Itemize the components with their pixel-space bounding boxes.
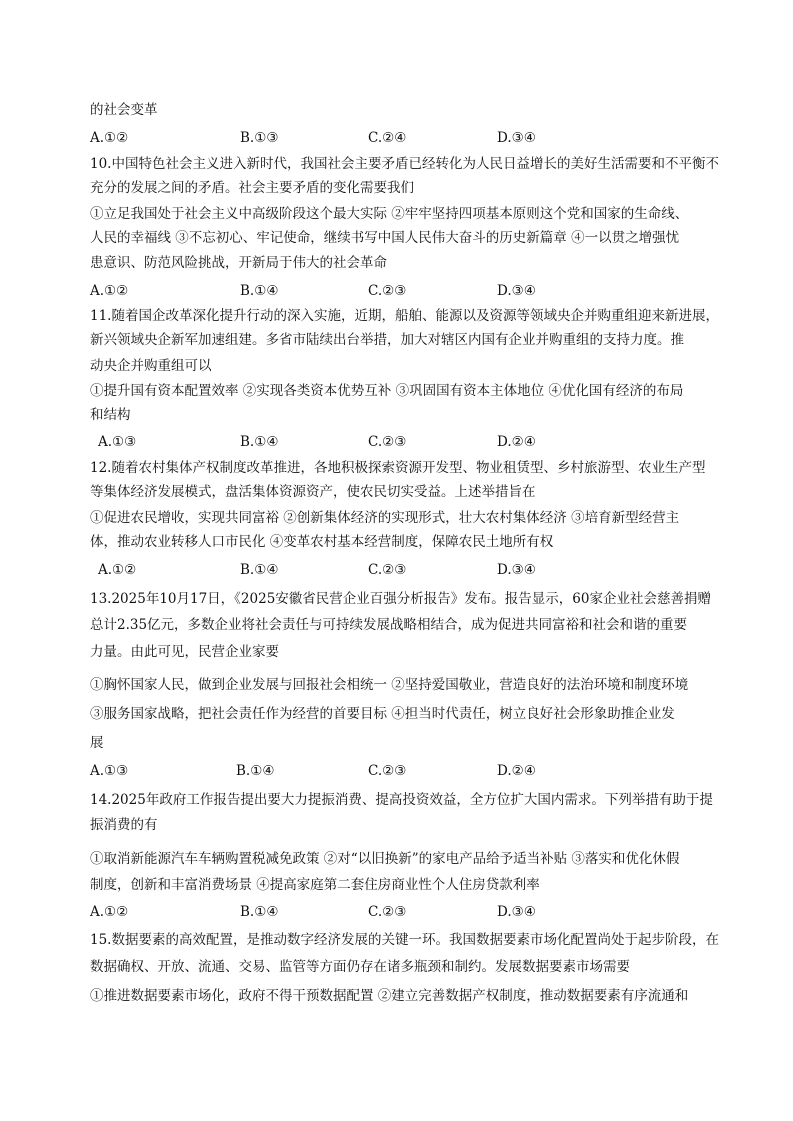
q13-stem-line: 13.2025年10月17日，《2025安徽省民营企业百强分析报告》发布。报告显示，60家企业社会慈善捐赠 — [90, 591, 711, 607]
q9-option-a: A.①② — [90, 130, 129, 146]
q15-stem-line: 数据确权、开放、流通、交易、监管等方面仍存在诸多瓶颈和制约。发展数据要素市场需要 — [90, 959, 630, 975]
q12-option-c: C.②③ — [368, 562, 407, 578]
q9-option-c: C.②④ — [368, 130, 407, 146]
q12-option-a: A.①② — [98, 562, 137, 578]
q13-option-a: A.①③ — [90, 763, 129, 779]
q10-option-c: C.②③ — [368, 283, 407, 299]
q13-option-d: D.②④ — [497, 763, 536, 779]
q14-option-c: C.②③ — [368, 904, 407, 920]
q14-stem-line: 振消费的有 — [90, 817, 158, 833]
q11-option-b: B.①④ — [240, 434, 279, 450]
q11-stem-line: 动央企并购重组可以 — [90, 358, 212, 374]
q10-option-b: B.①④ — [240, 283, 279, 299]
q13-statement-line: 展 — [90, 735, 104, 751]
q13-statement-line: ③服务国家战略，把社会责任作为经营的首要目标 ④担当时代责任，树立良好社会形象助推企业发 — [90, 706, 675, 722]
q12-stem-line: 等集体经济发展模式，盘活集体资源资产，使农民切实受益。上述举措旨在 — [90, 484, 536, 500]
q14-statement-line: ①取消新能源汽车车辆购置税减免政策 ②对“以旧换新”的家电产品给予适当补贴 ③落实和优化休假 — [90, 851, 680, 867]
q12-statement-line: ①促进农民增收，实现共同富裕 ②创新集体经济的实现形式，壮大农村集体经济 ③培育新型经营主 — [90, 510, 680, 526]
q15-stem-line: 15.数据要素的高效配置，是推动数字经济发展的关键一环。我国数据要素市场化配置尚处于起步阶段，在 — [90, 932, 719, 948]
q11-statement-line: ①提升国有资本配置效率 ②实现各类资本优势互补 ③巩固国有资本主体地位 ④优化国有经济的布局 — [90, 383, 684, 399]
q10-statement-line: 人民的幸福线 ③不忘初心、牢记使命，继续书写中国人民伟大奋斗的历史新篇章 ④一以贯之增强忧 — [90, 230, 680, 246]
q11-option-c: C.②③ — [368, 434, 407, 450]
q11-option-d: D.②④ — [497, 434, 536, 450]
q11-option-a: A.①③ — [98, 434, 137, 450]
q13-stem-line: 总计2.35亿元，多数企业将社会责任与可持续发展战略相结合，成为促进共同富裕和社会和谐的重要 — [90, 617, 688, 633]
q13-stem-line: 力量。由此可见，民营企业家要 — [90, 644, 279, 660]
q9-option-b: B.①③ — [240, 130, 279, 146]
q10-option-a: A.①② — [90, 283, 129, 299]
q10-statement-line: ①立足我国处于社会主义中高级阶段这个最大实际 ②牢牢坚持四项基本原则这个党和国家的生命线、 — [90, 206, 689, 222]
q9-continuation: 的社会变革 — [90, 102, 158, 118]
q12-option-b: B.①④ — [240, 562, 279, 578]
q13-statement-line: ①胸怀国家人民，做到企业发展与回报社会相统一 ②坚持爱国敬业，营造良好的法治环境和制度环境 — [90, 677, 689, 693]
q14-option-a: A.①② — [90, 904, 129, 920]
q11-statement-line: 和结构 — [90, 407, 131, 423]
q10-statement-line: 患意识、防范风险挑战，开新局于伟大的社会革命 — [90, 255, 387, 271]
q15-statement-line: ①推进数据要素市场化，政府不得干预数据配置 ②建立完善数据产权制度，推动数据要素有序流通和 — [90, 988, 689, 1004]
q9-option-d: D.③④ — [497, 130, 536, 146]
q13-option-c: C.②③ — [368, 763, 407, 779]
q10-stem-line: 充分的发展之间的矛盾。社会主要矛盾的变化需要我们 — [90, 180, 414, 196]
q14-option-b: B.①④ — [240, 904, 279, 920]
q11-stem-line: 新兴领域央企新军加速组建。多省市陆续出台举措，加大对辖区内国有企业并购重组的支持力度。推 — [90, 332, 684, 348]
q14-stem-line: 14.2025年政府工作报告提出要大力提振消费、提高投资效益，全方位扩大国内需求。下列举措有助于提 — [90, 792, 713, 808]
q10-stem-line: 10.中国特色社会主义进入新时代，我国社会主要矛盾已经转化为人民日益增长的美好生活需要和不平衡不 — [90, 156, 719, 172]
q14-option-d: D.③④ — [497, 904, 536, 920]
q10-option-d: D.③④ — [497, 283, 536, 299]
q12-option-d: D.③④ — [497, 562, 536, 578]
q14-statement-line: 制度，创新和丰富消费场景 ④提高家庭第二套住房商业性个人住房贷款利率 — [90, 877, 540, 893]
q12-statement-line: 体，推动农业转移人口市民化 ④变革农村基本经营制度，保障农民土地所有权 — [90, 534, 554, 550]
q12-stem-line: 12.随着农村集体产权制度改革推进，各地积极探索资源开发型、物业租赁型、乡村旅游型、农业生产型 — [90, 460, 706, 476]
q13-option-b: B.①④ — [236, 763, 275, 779]
q11-stem-line: 11.随着国企改革深化提升行动的深入实施，近期，船舶、能源以及资源等领域央企并购重组迎来新进展， — [90, 308, 719, 324]
